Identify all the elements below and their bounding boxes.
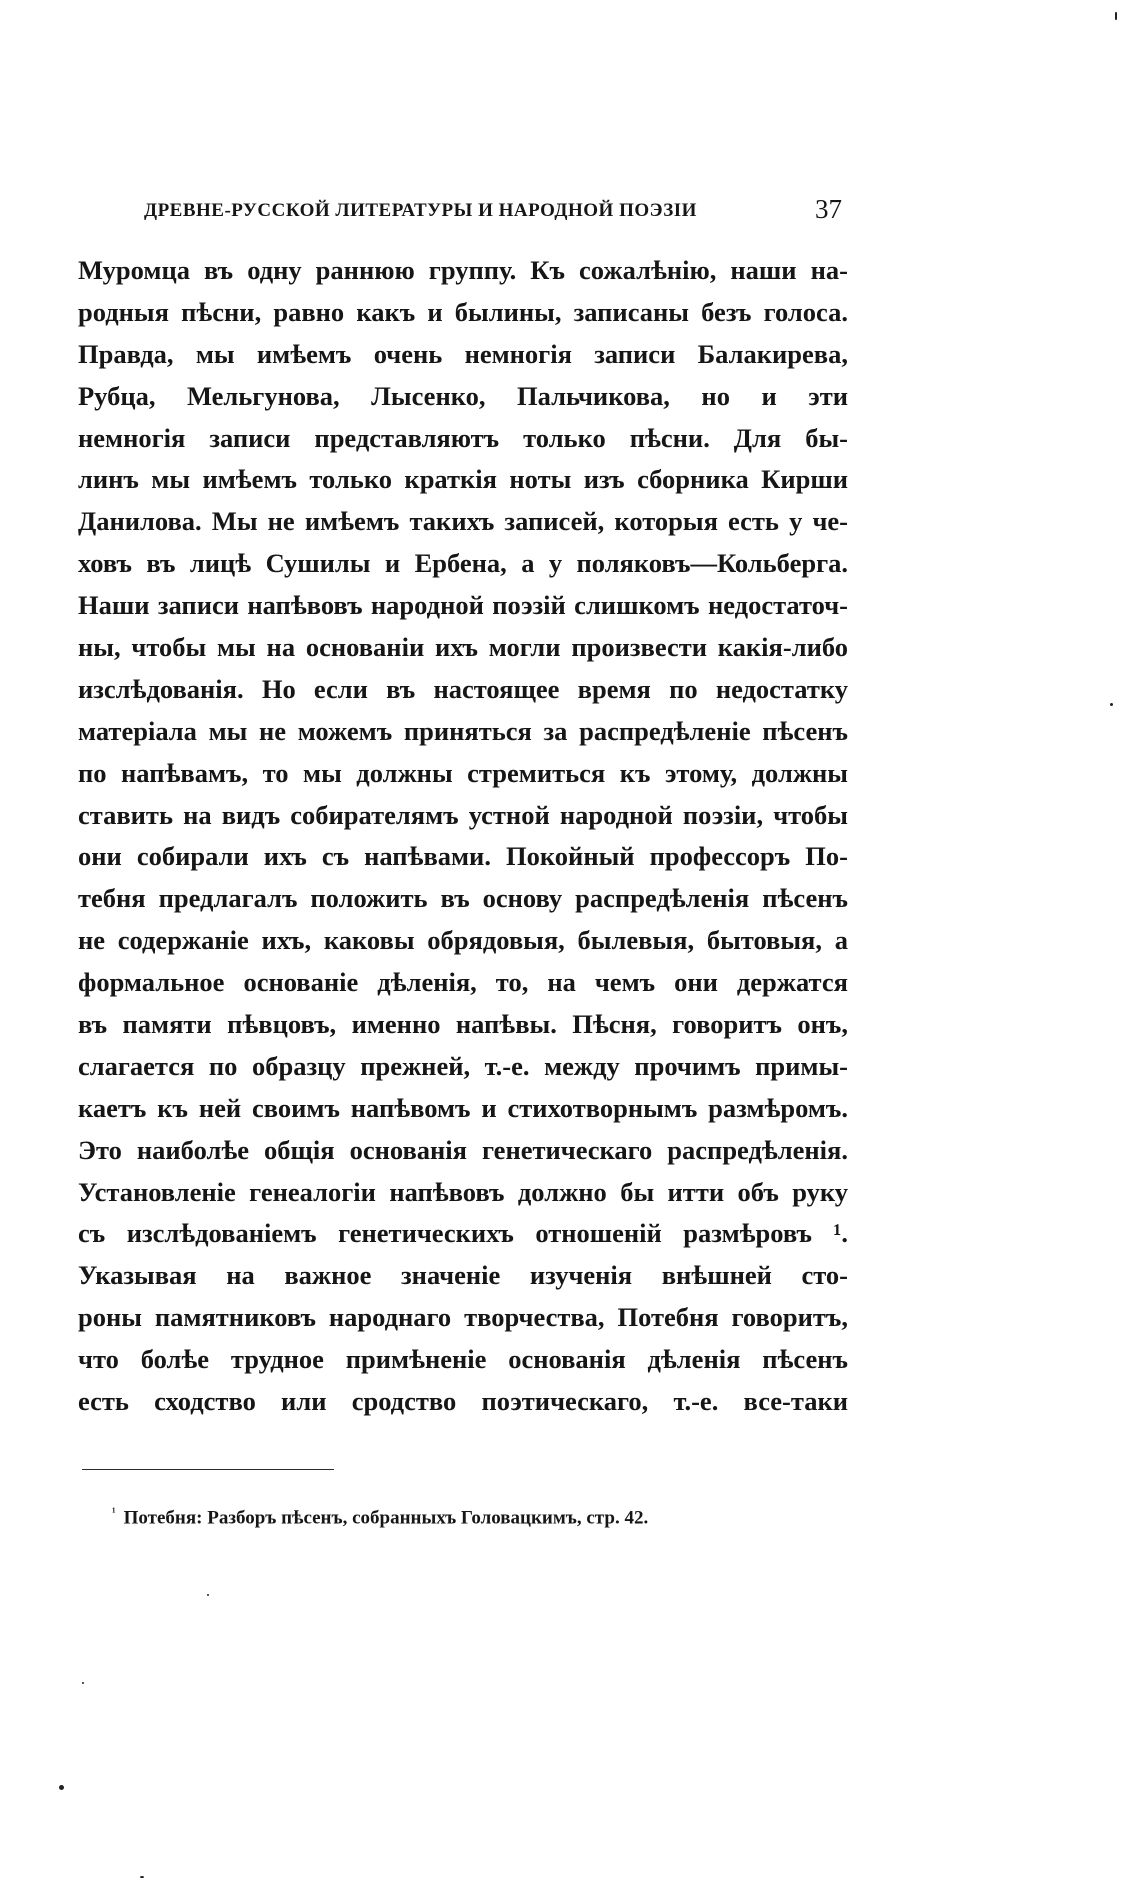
- body-text: [78, 250, 848, 1423]
- text-line: есть сходство или сродство поэтическаго, т.-е. все-таки: [78, 1386, 848, 1417]
- text-line: Данилова. Мы не имѣемъ такихъ записей, которыя есть у че-: [78, 506, 848, 537]
- text-line: Правда, мы имѣемъ очень немногія записи Балакирева,: [78, 338, 848, 369]
- text-line: въ памяти пѣвцовъ, именно напѣвы. Пѣсня, говоритъ онъ,: [78, 1009, 848, 1040]
- text-line: ставить на видъ собирателямъ устной народной поэзіи, чтобы: [78, 799, 848, 830]
- scan-speck: [59, 1785, 64, 1790]
- text-line: изслѣдованія. Но если въ настоящее время по недостатку: [78, 673, 848, 704]
- text-line: Рубца, Мельгунова, Лысенко, Пальчикова, но и эти: [78, 380, 848, 411]
- text-line: они собирали ихъ съ напѣвами. Покойный профессоръ По-: [78, 841, 848, 872]
- text-line: съ изслѣдованіемъ генетическихъ отношеній размѣровъ ¹.: [78, 1218, 848, 1249]
- text-line: тебня предлагалъ положить въ основу распредѣленія пѣсенъ: [78, 883, 848, 914]
- text-line: Указывая на важное значеніе изученія внѣшней сто-: [78, 1260, 848, 1291]
- text-line: не содержаніе ихъ, каковы обрядовыя, былевыя, бытовыя, а: [78, 925, 848, 956]
- footnote-mark: ¹: [112, 1505, 116, 1519]
- text-line: ны, чтобы мы на основаніи ихъ могли произвести какія-либо: [78, 632, 848, 663]
- page-header: [140, 194, 852, 228]
- scan-speck: [82, 1682, 84, 1684]
- page-number: 37: [815, 194, 842, 224]
- text-line: немногія записи представляютъ только пѣсни. Для бы-: [78, 422, 848, 453]
- text-line: роны памятниковъ народнаго творчества, Потебня говоритъ,: [78, 1302, 848, 1333]
- text-line: матеріала мы не можемъ приняться за распредѣленіе пѣсенъ: [78, 715, 848, 746]
- scan-speck: [140, 1876, 144, 1878]
- footnote: [112, 1505, 648, 1529]
- footnote-divider: [82, 1469, 334, 1470]
- footnote-text: Потебня: Разборъ пѣсенъ, собранныхъ Головацкимъ, стр. 42.: [123, 1507, 649, 1529]
- text-line: родныя пѣсни, равно какъ и былины, записаны безъ голоса.: [78, 296, 848, 327]
- text-line: по напѣвамъ, то мы должны стремиться къ этому, должны: [78, 757, 848, 788]
- scan-speck: [1110, 703, 1113, 706]
- text-line: Муромца въ одну раннюю группу. Къ сожалѣнію, наши на-: [78, 255, 848, 285]
- text-line: ховъ въ лицѣ Сушилы и Ербена, а у поляковъ—Кольберга.: [78, 548, 848, 579]
- scan-speck: [207, 1594, 209, 1596]
- running-title: ДРЕВНЕ-РУССКОЙ ЛИТЕРАТУРЫ И НАРОДНОЙ ПОЭЗІИ: [144, 200, 697, 221]
- text-line: формальное основаніе дѣленія, то, на чемъ они держатся: [78, 967, 848, 998]
- text-line: Это наиболѣе общія основанія генетическаго распредѣленія.: [78, 1134, 848, 1165]
- text-line: слагается по образцу прежней, т.-е. между прочимъ примы-: [78, 1050, 848, 1081]
- scan-speck: [1115, 12, 1117, 20]
- text-line: Установленіе генеалогіи напѣвовъ должно бы итти объ руку: [78, 1176, 848, 1207]
- text-line: что болѣе трудное примѣненіе основанія дѣленія пѣсенъ: [78, 1344, 848, 1375]
- text-line: Наши записи напѣвовъ народной поэзій слишкомъ недостаточ-: [78, 590, 848, 621]
- text-line: линъ мы имѣемъ только краткія ноты изъ сборника Кирши: [78, 464, 848, 495]
- text-line: каетъ къ ней своимъ напѣвомъ и стихотворнымъ размѣромъ.: [78, 1092, 848, 1123]
